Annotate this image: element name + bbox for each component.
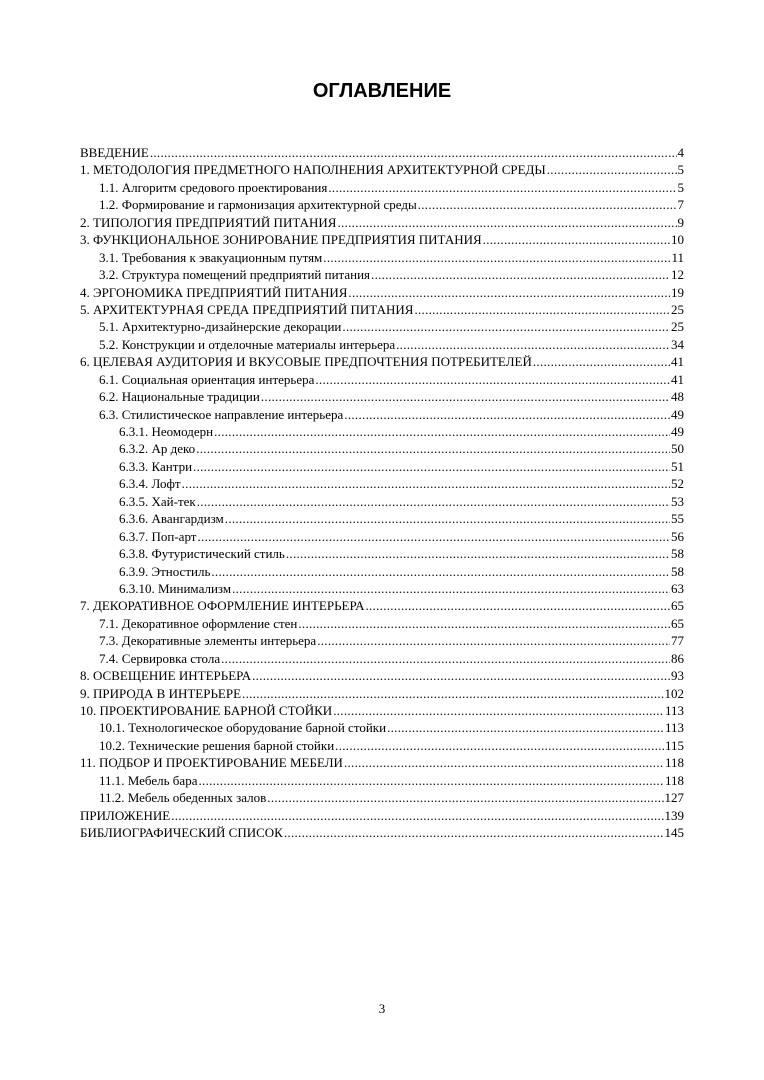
toc-entry[interactable] <box>80 179 684 196</box>
toc-entry-page: 86 <box>671 650 684 666</box>
toc-entry-page: 48 <box>671 389 684 405</box>
toc-leader-dots <box>344 754 664 771</box>
toc-entry[interactable] <box>80 528 684 545</box>
toc-leader-dots <box>483 231 670 248</box>
toc-entry-title: 6.3.10. Минимализм <box>119 580 232 596</box>
toc-leader-dots <box>197 528 670 545</box>
toc-entry[interactable] <box>80 754 684 771</box>
toc-entry[interactable] <box>80 475 684 492</box>
toc-entry[interactable] <box>80 423 684 440</box>
toc-entry-page: 127 <box>664 790 684 806</box>
toc-entry[interactable] <box>80 632 684 649</box>
toc-entry-title: 9. ПРИРОДА В ИНТЕРЬЕРЕ <box>80 685 242 701</box>
toc-leader-dots <box>267 789 663 806</box>
toc-entry-title: 7.1. Декоративное оформление стен <box>99 615 298 631</box>
toc-entry-page: 53 <box>671 493 684 509</box>
toc-leader-dots <box>150 144 677 161</box>
toc-entry-page: 115 <box>664 737 684 753</box>
toc-entry-page: 10 <box>671 232 684 248</box>
toc-entry-title: 3.2. Структура помещений предприятий питания <box>99 267 371 283</box>
toc-entry-page: 25 <box>671 301 684 317</box>
toc-entry-title: 10.1. Технологическое оборудование барной стойки <box>99 720 387 736</box>
toc-entry[interactable] <box>80 318 684 335</box>
toc-leader-dots <box>414 301 670 318</box>
toc-leader-dots <box>197 493 670 510</box>
toc-entry-title: 6.3.8. Футуристический стиль <box>119 546 285 562</box>
toc-entry[interactable] <box>80 719 684 736</box>
toc-leader-dots <box>214 423 670 440</box>
toc-entry-title: 6.3.4. Лофт <box>119 476 181 492</box>
toc-entry-title: 6.3.6. Авангардизм <box>119 511 224 527</box>
toc-leader-dots <box>342 318 670 335</box>
toc-entry-page: 145 <box>664 825 684 841</box>
toc-entry-title: 10. ПРОЕКТИРОВАНИЕ БАРНОЙ СТОЙКИ <box>80 703 333 718</box>
toc-leader-dots <box>348 284 670 301</box>
toc-entry-page: 49 <box>671 406 684 422</box>
toc-entry-page: 7 <box>677 197 684 213</box>
toc-entry[interactable] <box>80 667 684 684</box>
toc-entry-title: 11.2. Мебель обеденных залов <box>99 790 267 806</box>
toc-entry-title: ВВЕДЕНИЕ <box>80 145 149 160</box>
toc-entry-page: 50 <box>671 441 684 457</box>
toc-entry-page: 113 <box>664 703 684 718</box>
toc-entry-title: 1.1. Алгоритм средового проектирования <box>99 179 328 195</box>
toc-leader-dots <box>396 336 670 353</box>
toc-entry-page: 93 <box>671 668 684 684</box>
toc-entry-page: 51 <box>671 458 684 474</box>
toc-entry-title: 5.2. Конструкции и отделочные материалы интерьера <box>99 336 396 352</box>
page-title: ОГЛАВЛЕНИЕ <box>312 80 452 102</box>
toc-leader-dots <box>225 510 670 527</box>
toc-leader-dots <box>261 388 670 405</box>
toc-entry[interactable] <box>80 336 684 353</box>
toc-entry-title: 6.1. Социальная ориентация интерьера <box>99 371 315 387</box>
toc-leader-dots <box>252 667 670 684</box>
toc-entry-page: 58 <box>671 546 684 562</box>
toc-entry-title: 6.3. Стилистическое направление интерьера <box>99 406 344 422</box>
toc-entry[interactable] <box>80 144 684 161</box>
toc-entry-title: 6.3.5. Хай-тек <box>119 493 196 509</box>
toc-entry-page: 41 <box>671 354 684 370</box>
toc-entry-page: 65 <box>671 598 684 614</box>
toc-entry[interactable] <box>80 231 684 248</box>
toc-entry-title: 6.2. Национальные традиции <box>99 389 260 405</box>
toc-entry-page: 5 <box>677 162 684 178</box>
toc-entry-title: 6.3.3. Кантри <box>119 458 193 474</box>
toc-entry[interactable] <box>80 458 684 475</box>
toc-entry-page: 65 <box>671 615 684 631</box>
toc-entry-title: 6.3.7. Поп-арт <box>119 528 197 544</box>
toc-leader-dots <box>317 632 670 649</box>
toc-leader-dots <box>337 214 676 231</box>
toc-entry-page: 5 <box>677 179 684 195</box>
toc-entry-page: 9 <box>677 214 684 230</box>
toc-entry-page: 55 <box>671 511 684 527</box>
toc-entry-title: 11.1. Мебель бара <box>99 772 198 788</box>
toc-entry[interactable] <box>80 772 684 789</box>
toc-entry[interactable] <box>80 440 684 457</box>
toc-leader-dots <box>547 161 677 178</box>
toc-entry[interactable] <box>80 615 684 632</box>
toc-leader-dots <box>221 650 670 667</box>
toc-entry-title: 8. ОСВЕЩЕНИЕ ИНТЕРЬЕРА <box>80 668 252 684</box>
toc-leader-dots <box>182 475 670 492</box>
toc-leader-dots <box>335 737 664 754</box>
toc-entry-page: 58 <box>671 563 684 579</box>
toc-leader-dots <box>371 266 670 283</box>
toc-entry[interactable] <box>80 214 684 231</box>
toc-entry-title: 6. ЦЕЛЕВАЯ АУДИТОРИЯ И ВКУСОВЫЕ ПРЕДПОЧТЕНИЯ ПОТРЕБИТЕЛЕЙ <box>80 354 532 370</box>
toc-leader-dots <box>284 824 664 841</box>
toc-entry-title: БИБЛИОГРАФИЧЕСКИЙ СПИСОК <box>80 825 283 841</box>
toc-entry-page: 102 <box>664 685 684 701</box>
toc-entry[interactable] <box>80 249 684 266</box>
toc-entry[interactable] <box>80 406 684 423</box>
toc-leader-dots <box>232 580 670 597</box>
toc-entry-title: 7. ДЕКОРАТИВНОЕ ОФОРМЛЕНИЕ ИНТЕРЬЕРА <box>80 598 365 614</box>
toc-entry[interactable] <box>80 545 684 562</box>
toc-leader-dots <box>286 545 670 562</box>
toc-entry-page: 11 <box>671 249 684 265</box>
toc-entry[interactable] <box>80 824 684 841</box>
toc-entry[interactable] <box>80 353 684 370</box>
toc-entry-page: 49 <box>671 424 684 439</box>
toc-entry-page: 19 <box>671 284 684 300</box>
toc-entry-title: 7.4. Сервировка стола <box>99 650 221 666</box>
toc-entry[interactable] <box>80 301 684 318</box>
toc-entry[interactable] <box>80 266 684 283</box>
page-number: 3 <box>378 1001 386 1016</box>
toc-entry-page: 12 <box>671 267 684 283</box>
toc-entry-title: 5.1. Архитектурно-дизайнерские декорации <box>99 319 342 335</box>
toc-entry[interactable] <box>80 789 684 806</box>
toc-entry-page: 41 <box>671 371 684 387</box>
toc-leader-dots <box>198 772 664 789</box>
toc-entry-page: 56 <box>671 528 684 544</box>
toc-leader-dots <box>298 615 670 632</box>
toc-entry[interactable] <box>80 737 684 754</box>
toc-entry-page: 52 <box>671 476 684 492</box>
toc-entry[interactable] <box>80 563 684 580</box>
toc-leader-dots <box>193 458 670 475</box>
toc-entry[interactable] <box>80 702 684 719</box>
toc-entry[interactable] <box>80 371 684 388</box>
toc-leader-dots <box>171 807 663 824</box>
toc-leader-dots <box>328 179 676 196</box>
toc-leader-dots <box>418 196 677 213</box>
toc-leader-dots <box>315 371 670 388</box>
toc-entry[interactable] <box>80 807 684 824</box>
toc-entry-page: 77 <box>671 633 684 649</box>
toc-entry-title: 4. ЭРГОНОМИКА ПРЕДПРИЯТИЙ ПИТАНИЯ <box>80 284 348 300</box>
toc-entry[interactable] <box>80 196 684 213</box>
toc-leader-dots <box>387 719 664 736</box>
toc-entry-page: 63 <box>671 580 684 596</box>
toc-entry-page: 118 <box>664 772 684 788</box>
toc-entry-title: 2. ТИПОЛОГИЯ ПРЕДПРИЯТИЙ ПИТАНИЯ <box>80 214 337 230</box>
table-of-contents <box>80 144 684 842</box>
toc-entry[interactable] <box>80 650 684 667</box>
toc-entry-page: 113 <box>664 720 684 736</box>
toc-entry[interactable] <box>80 685 684 702</box>
toc-entry-page: 139 <box>664 807 684 823</box>
toc-entry-page: 4 <box>677 145 684 160</box>
toc-entry-page: 118 <box>664 755 684 771</box>
toc-leader-dots <box>365 597 670 614</box>
toc-entry[interactable] <box>80 493 684 510</box>
toc-leader-dots <box>323 249 670 266</box>
toc-leader-dots <box>196 440 670 457</box>
toc-leader-dots <box>333 702 664 719</box>
toc-entry-title: 10.2. Технические решения барной стойки <box>99 737 335 753</box>
toc-entry[interactable] <box>80 510 684 527</box>
toc-leader-dots <box>242 685 663 702</box>
toc-entry-title: 7.3. Декоративные элементы интерьера <box>99 633 317 649</box>
toc-entry-title: 6.3.1. Неомодерн <box>119 424 214 439</box>
toc-entry-title: 6.3.2. Ар деко <box>119 441 196 457</box>
toc-entry-title: 1.2. Формирование и гармонизация архитектурной среды <box>99 197 417 213</box>
toc-entry-title: 5. АРХИТЕКТУРНАЯ СРЕДА ПРЕДПРИЯТИЙ ПИТАНИЯ <box>80 301 414 317</box>
toc-leader-dots <box>344 406 670 423</box>
toc-entry-page: 34 <box>671 336 684 352</box>
toc-entry[interactable] <box>80 284 684 301</box>
toc-leader-dots <box>211 563 670 580</box>
toc-entry-title: 3.1. Требования к эвакуационным путям <box>99 249 323 265</box>
toc-entry-title: 1. МЕТОДОЛОГИЯ ПРЕДМЕТНОГО НАПОЛНЕНИЯ АРХИТЕКТУРНОЙ СРЕДЫ <box>80 162 546 178</box>
toc-entry-title: 3. ФУНКЦИОНАЛЬНОЕ ЗОНИРОВАНИЕ ПРЕДПРИЯТИЯ ПИТАНИЯ <box>80 232 482 248</box>
toc-entry[interactable] <box>80 388 684 405</box>
toc-entry[interactable] <box>80 597 684 614</box>
toc-leader-dots <box>533 353 670 370</box>
toc-entry-title: ПРИЛОЖЕНИЕ <box>80 807 171 823</box>
toc-entry[interactable] <box>80 161 684 178</box>
toc-entry[interactable] <box>80 580 684 597</box>
toc-entry-page: 25 <box>671 319 684 335</box>
toc-entry-title: 6.3.9. Этностиль <box>119 563 211 579</box>
toc-entry-title: 11. ПОДБОР И ПРОЕКТИРОВАНИЕ МЕБЕЛИ <box>80 755 343 771</box>
